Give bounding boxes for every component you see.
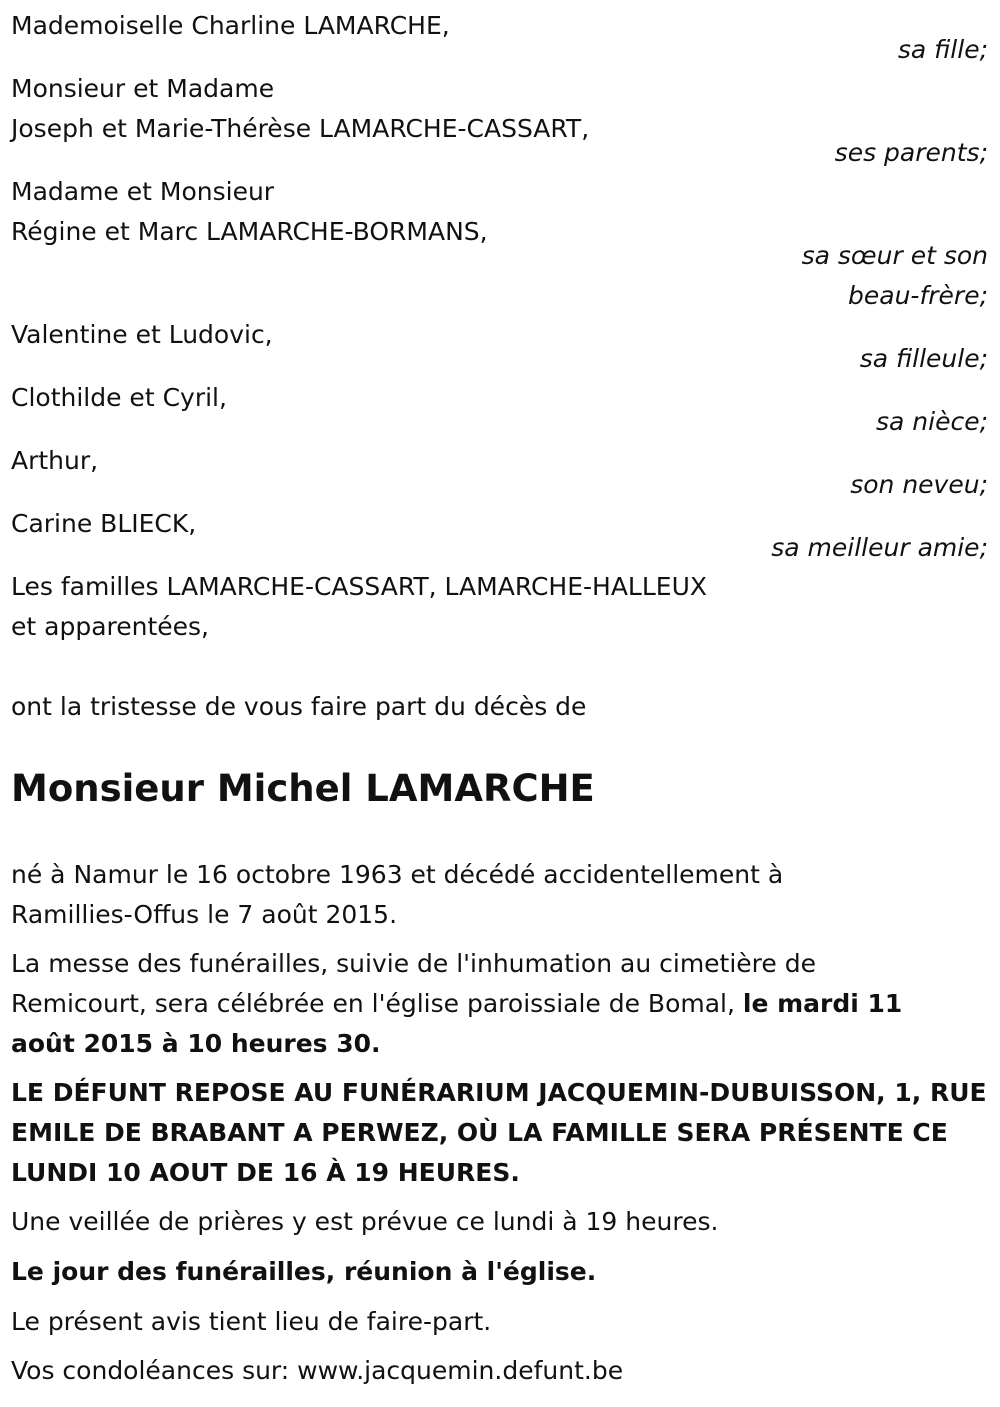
funeral-date-text: le mardi 11 bbox=[742, 989, 903, 1018]
family-member-line: Les familles LAMARCHE-CASSART, LAMARCHE-HALLEUX bbox=[11, 572, 708, 601]
notice-note: Le présent avis tient lieu de faire-part. bbox=[11, 1307, 492, 1336]
family-member-line: Madame et Monsieur bbox=[11, 177, 275, 206]
family-member-line: Joseph et Marie-Thérèse LAMARCHE-CASSART, bbox=[11, 114, 590, 143]
family-role: sa filleule; bbox=[859, 344, 988, 373]
family-role: son neveu; bbox=[850, 470, 988, 499]
funeral-line bbox=[11, 984, 902, 1024]
funeral-time-line: août 2015 à 10 heures 30. bbox=[11, 1029, 381, 1058]
funerarium-line: LUNDI 10 AOUT DE 16 À 19 HEURES. bbox=[11, 1158, 520, 1187]
family-role: sa meilleur amie; bbox=[771, 533, 988, 562]
vigil-note: Une veillée de prières y est prévue ce lundi à 19 heures. bbox=[11, 1207, 719, 1236]
funerarium-line: EMILE DE BRABANT A PERWEZ, OÙ LA FAMILLE SERA PRÉSENTE CE bbox=[11, 1118, 948, 1147]
funeral-line: La messe des funérailles, suivie de l'inhumation au cimetière de bbox=[11, 949, 816, 978]
family-role: sa nièce; bbox=[875, 407, 988, 436]
family-member-line: Régine et Marc LAMARCHE-BORMANS, bbox=[11, 217, 488, 246]
family-role: sa fille; bbox=[897, 35, 988, 64]
family-member-line: Arthur, bbox=[11, 446, 99, 475]
family-member-line: Monsieur et Madame bbox=[11, 74, 275, 103]
funerarium-line: LE DÉFUNT REPOSE AU FUNÉRARIUM JACQUEMIN-DUBUISSON, 1, RUE bbox=[11, 1078, 987, 1107]
birth-death-line: Ramillies-Offus le 7 août 2015. bbox=[11, 900, 398, 929]
meeting-note: Le jour des funérailles, réunion à l'église. bbox=[11, 1257, 597, 1286]
announcement-intro: ont la tristesse de vous faire part du décès de bbox=[11, 692, 587, 721]
family-role: beau-frère; bbox=[848, 281, 988, 310]
condolences-note: Vos condoléances sur: www.jacquemin.defunt.be bbox=[11, 1356, 624, 1385]
birth-death-line: né à Namur le 16 octobre 1963 et décédé accidentellement à bbox=[11, 860, 784, 889]
family-member-line: Carine BLIECK, bbox=[11, 509, 197, 538]
family-member-line: et apparentées, bbox=[11, 612, 209, 641]
family-member-line: Valentine et Ludovic, bbox=[11, 320, 273, 349]
funeral-location-text: Remicourt, sera célébrée en l'église paroissiale de Bomal, bbox=[11, 989, 743, 1018]
family-role: ses parents; bbox=[834, 138, 988, 167]
family-member-line: Clothilde et Cyril, bbox=[11, 383, 227, 412]
deceased-name: Monsieur Michel LAMARCHE bbox=[11, 767, 595, 810]
family-member-line: Mademoiselle Charline LAMARCHE, bbox=[11, 11, 450, 40]
family-role: sa sœur et son bbox=[801, 241, 988, 270]
